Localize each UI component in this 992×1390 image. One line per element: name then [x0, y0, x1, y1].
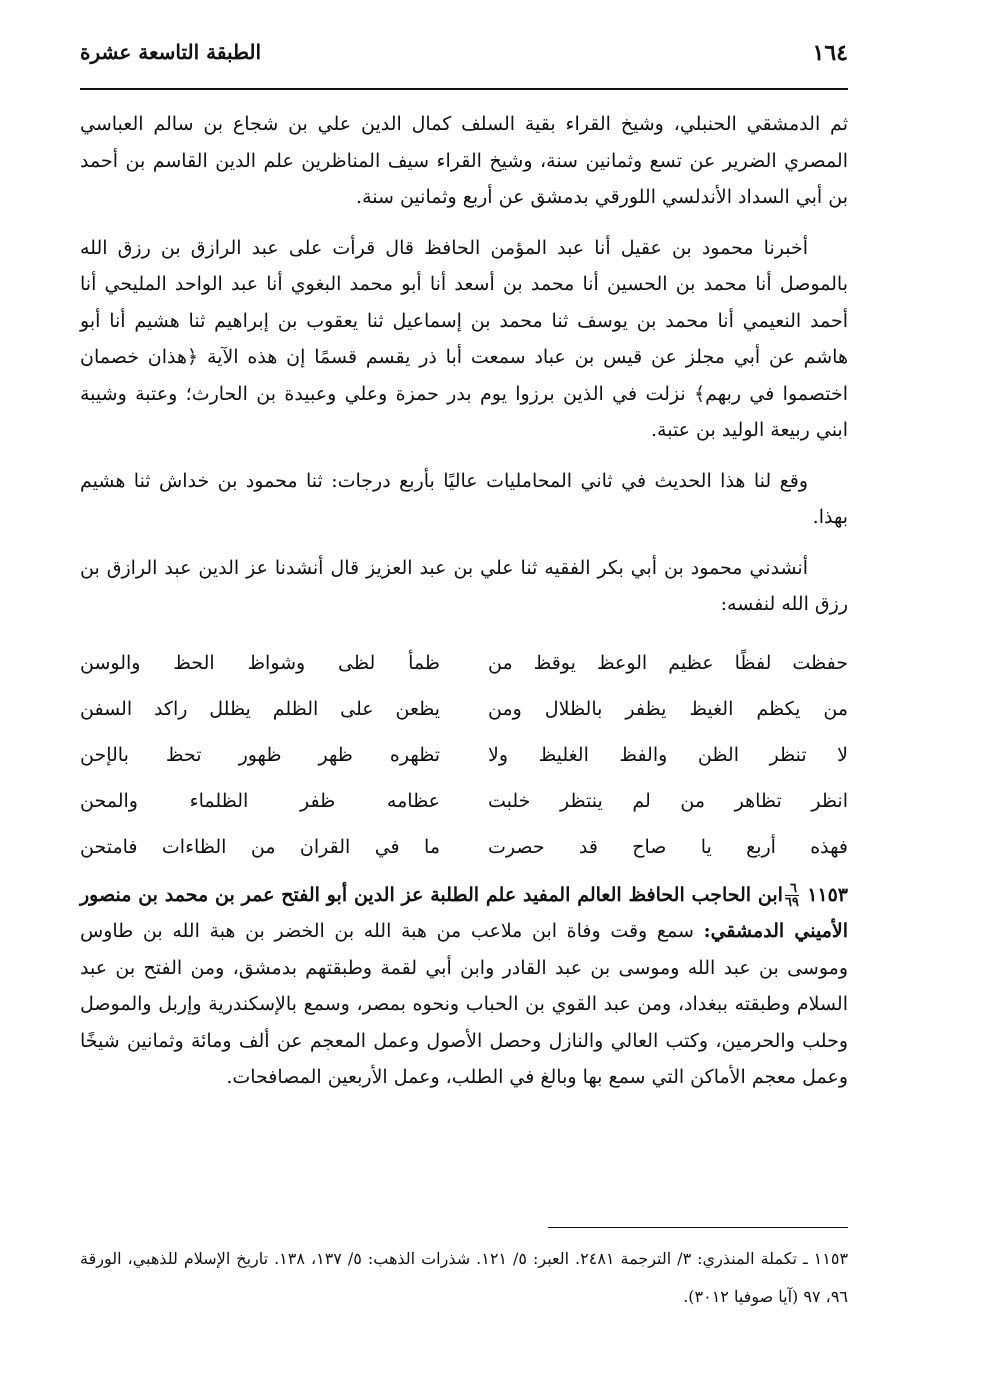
entry-fraction [785, 882, 799, 909]
verse-second-hemistich: تظهره ظهر ظهور تحظ بالإحن [80, 744, 440, 767]
footnote-rule [548, 1227, 848, 1228]
entry-number: ١١٥٣ [807, 883, 849, 906]
verse-first-hemistich: لا تنظر الظن والفظ الغليظ ولا [488, 744, 848, 767]
poem-verse [80, 779, 848, 825]
poem-verse [80, 825, 848, 871]
page-header [80, 36, 848, 80]
verse-first-hemistich: فهذه أربع يا صاح قد حصرت [488, 836, 848, 859]
header-rule [80, 88, 848, 90]
entry-heading: ابن الحاجب الحافظ العالم المفيد علم الطلبة عز الدين أبو الفتح عمر بن محمد بن منصور الأميني الدمشقي: [80, 883, 849, 942]
biography-entry [80, 877, 848, 1096]
entry-text: سمع وقت وفاة ابن ملاعب من هبة الله بن الخضر بن هبة الله بن طاوس وموسى بن عبد الله وموسى بن عبد القادر وابن أبي لقمة وطبقتهم بدمشق، ومن الفتح بن عبد السلام وطبقته ببغداد، ومن عبد القوي بن الحباب ونحوه بمصر، وسمع بالإسكندرية وإربل والموصل وحلب والحرمين، وكتب العالي والنازل وحصل الأصول وعمل المعجم عن ألف ومائة وثمانين شيخًا وعمل معجم الأماكن التي سمع بها وبالغ في الطلب، وعمل الأربعين المصافحات. [80, 920, 848, 1088]
poem-verse [80, 733, 848, 779]
paragraph-narration-note: وقع لنا هذا الحديث في ثاني المحامليات عاليًا بأربع درجات: ثنا محمود بن خداش ثنا هشيم بهذا. [80, 469, 848, 528]
verse-second-hemistich: ظمأ لظى وشواظ الحظ والوسن [80, 652, 440, 675]
paragraph-poem-intro: أنشدني محمود بن أبي بكر الفقيه ثنا علي بن عبد العزيز قال أنشدنا عز الدين عبد الرازق بن رزق الله لنفسه: [80, 556, 848, 615]
footnotes [80, 1240, 848, 1316]
poem [80, 641, 848, 871]
verse-first-hemistich: حفظت لفظًا عظيم الوعظ يوقظ من [488, 652, 848, 675]
fraction-top: ٦ [785, 882, 799, 896]
main-text [80, 106, 848, 1110]
footnote-1153: ١١٥٣ ـ تكملة المنذري: ٣/ الترجمة ٢٤٨١. العبر: ٥/ ١٢١. شذرات الذهب: ٥/ ١٣٧، ١٣٨. تاريخ الإسلام للذهبي، الورقة ٩٦، ٩٧ (آيا صوفيا ٣٠١٢). [80, 1249, 849, 1306]
page-number: ١٦٤ [812, 40, 848, 66]
verse-second-hemistich: ما في القران من الظاءات فامتحن [80, 836, 440, 859]
fraction-bottom: ٦٩ [784, 895, 799, 910]
verse-first-hemistich: من يكظم الغيظ يظفر بالظلال ومن [488, 698, 848, 721]
running-title: الطبقة التاسعة عشرة [80, 40, 262, 64]
poem-verse [80, 687, 848, 733]
poem-verse [80, 641, 848, 687]
paragraph-continuation: ثم الدمشقي الحنبلي، وشيخ القراء بقية السلف كمال الدين علي بن شجاع بن سالم العباسي المصري الضرير عن تسع وثمانين سنة، وشيخ القراء سيف المناظرين علم الدين القاسم بن أحمد بن أبي السداد الأندلسي اللورقي بدمشق عن أربع وثمانين سنة. [80, 113, 848, 208]
paragraph-hadith-chain: أخبرنا محمود بن عقيل أنا عبد المؤمن الحافظ قال قرأت على عبد الرازق بن رزق الله بالموصل أنا محمد بن الحسين أنا محمد بن أسعد أنا أبو محمد البغوي أنا عبد الواحد المليحي أنا أحمد النعيمي أنا محمد بن يوسف ثنا محمد بن إسماعيل ثنا يعقوب بن إبراهيم ثنا هشيم أنا أبو هاشم عن أبي مجلز عن قيس بن عباد سمعت أبا ذر يقسم قسمًا إن هذه الآية ﴿هذان خصمان اختصموا في ربهم﴾ نزلت في الذين برزوا يوم بدر حمزة وعلي وعبيدة بن الحارث؛ وعتبة وشيبة ابني ربيعة الوليد بن عتبة. [80, 236, 848, 441]
verse-second-hemistich: عظامه ظفر الظلماء والمحن [80, 790, 440, 813]
verse-first-hemistich: انظر تظاهر من لم ينتظر خلبت [488, 790, 848, 813]
verse-second-hemistich: يظعن على الظلم يظلل راكد السفن [80, 698, 440, 721]
